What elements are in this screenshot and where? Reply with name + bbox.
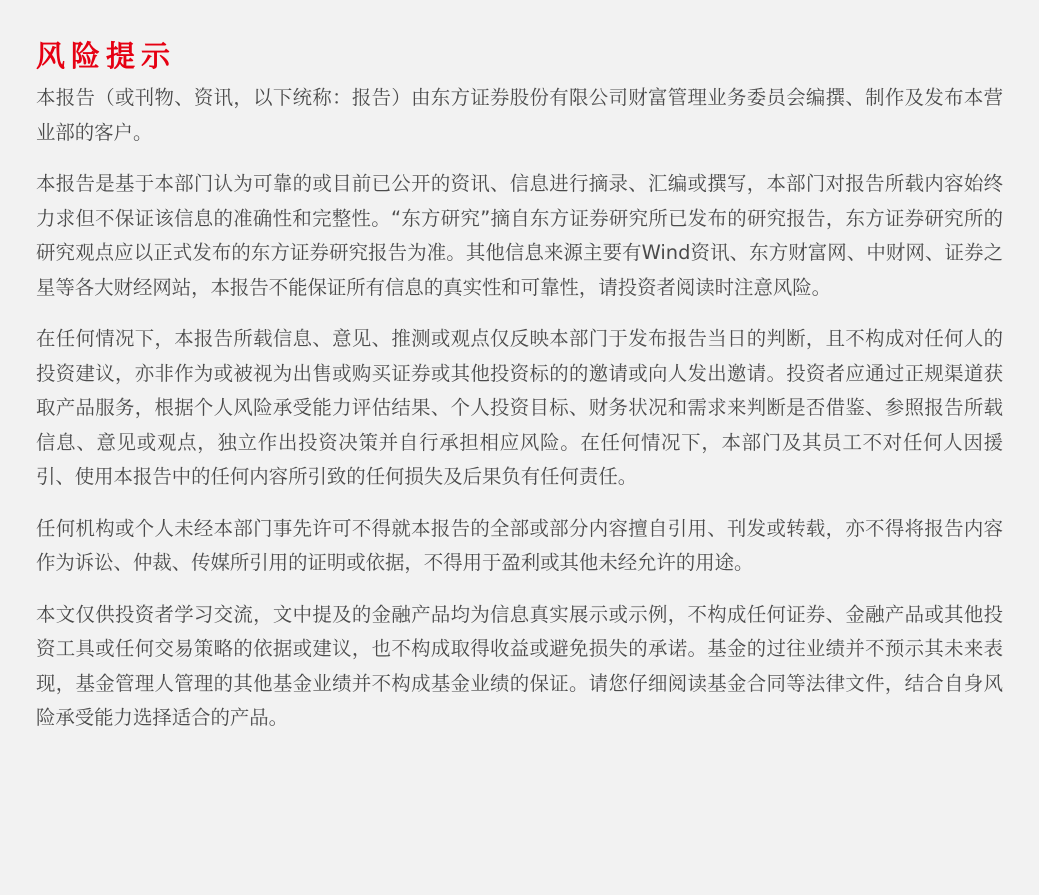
page-title: 风险提示 [36,39,177,73]
paragraph-reproduction-restriction: 任何机构或个人未经本部门事先许可不得就本报告的全部或部分内容擅自引用、刊发或转载，亦不得将报告内容作为诉讼、仲裁、传媒所引用的证明或依据，不得用于盈利或其他未经允许的用途。 [36,516,1003,574]
paragraph-report-source: 本报告（或刊物、资讯，以下统称：报告）由东方证券股份有限公司财富管理业务委员会编撰、制作及发布本营业部的客户。 [36,86,1003,144]
paragraph-information-accuracy: 本报告是基于本部门认为可靠的或目前已公开的资讯、信息进行摘录、汇编或撰写，本部门对报告所载内容始终力求但不保证该信息的准确性和完整性。“东方研究”摘自东方证券研究所已发布的研究报告，东方证券研究所的研究观点应以正式发布的东方证券研究报告为准。其他信息来源主要有Wind资讯、东方财富网、中财网、证券之星等各大财经网站，本报告不能保证所有信息的真实性和可靠性，请投资者阅读时注意风险。 [36,172,1003,299]
paragraph-no-investment-advice: 在任何情况下，本报告所载信息、意见、推测或观点仅反映本部门于发布报告当日的判断，且不构成对任何人的投资建议，亦非作为或被视为出售或购买证券或其他投资标的的邀请或向人发出邀请。投资者应通过正规渠道获取产品服务，根据个人风险承受能力评估结果、个人投资目标、财务状况和需求来判断是否借鉴、参照报告所载信息、意见或观点，独立作出投资决策并自行承担相应风险。在任何情况下，本部门及其员工不对任何人因援引、使用本报告中的任何内容所引致的任何损失及后果负有任何责任。 [36,327,1003,488]
paragraph-fund-performance-notice: 本文仅供投资者学习交流，文中提及的金融产品均为信息真实展示或示例，不构成任何证券、金融产品或其他投资工具或任何交易策略的依据或建议，也不构成取得收益或避免损失的承诺。基金的过往业绩并不预示其未来表现，基金管理人管理的其他基金业绩并不构成基金业绩的保证。请您仔细阅读基金合同等法律文件，结合自身风险承受能力选择适合的产品。 [36,602,1003,729]
